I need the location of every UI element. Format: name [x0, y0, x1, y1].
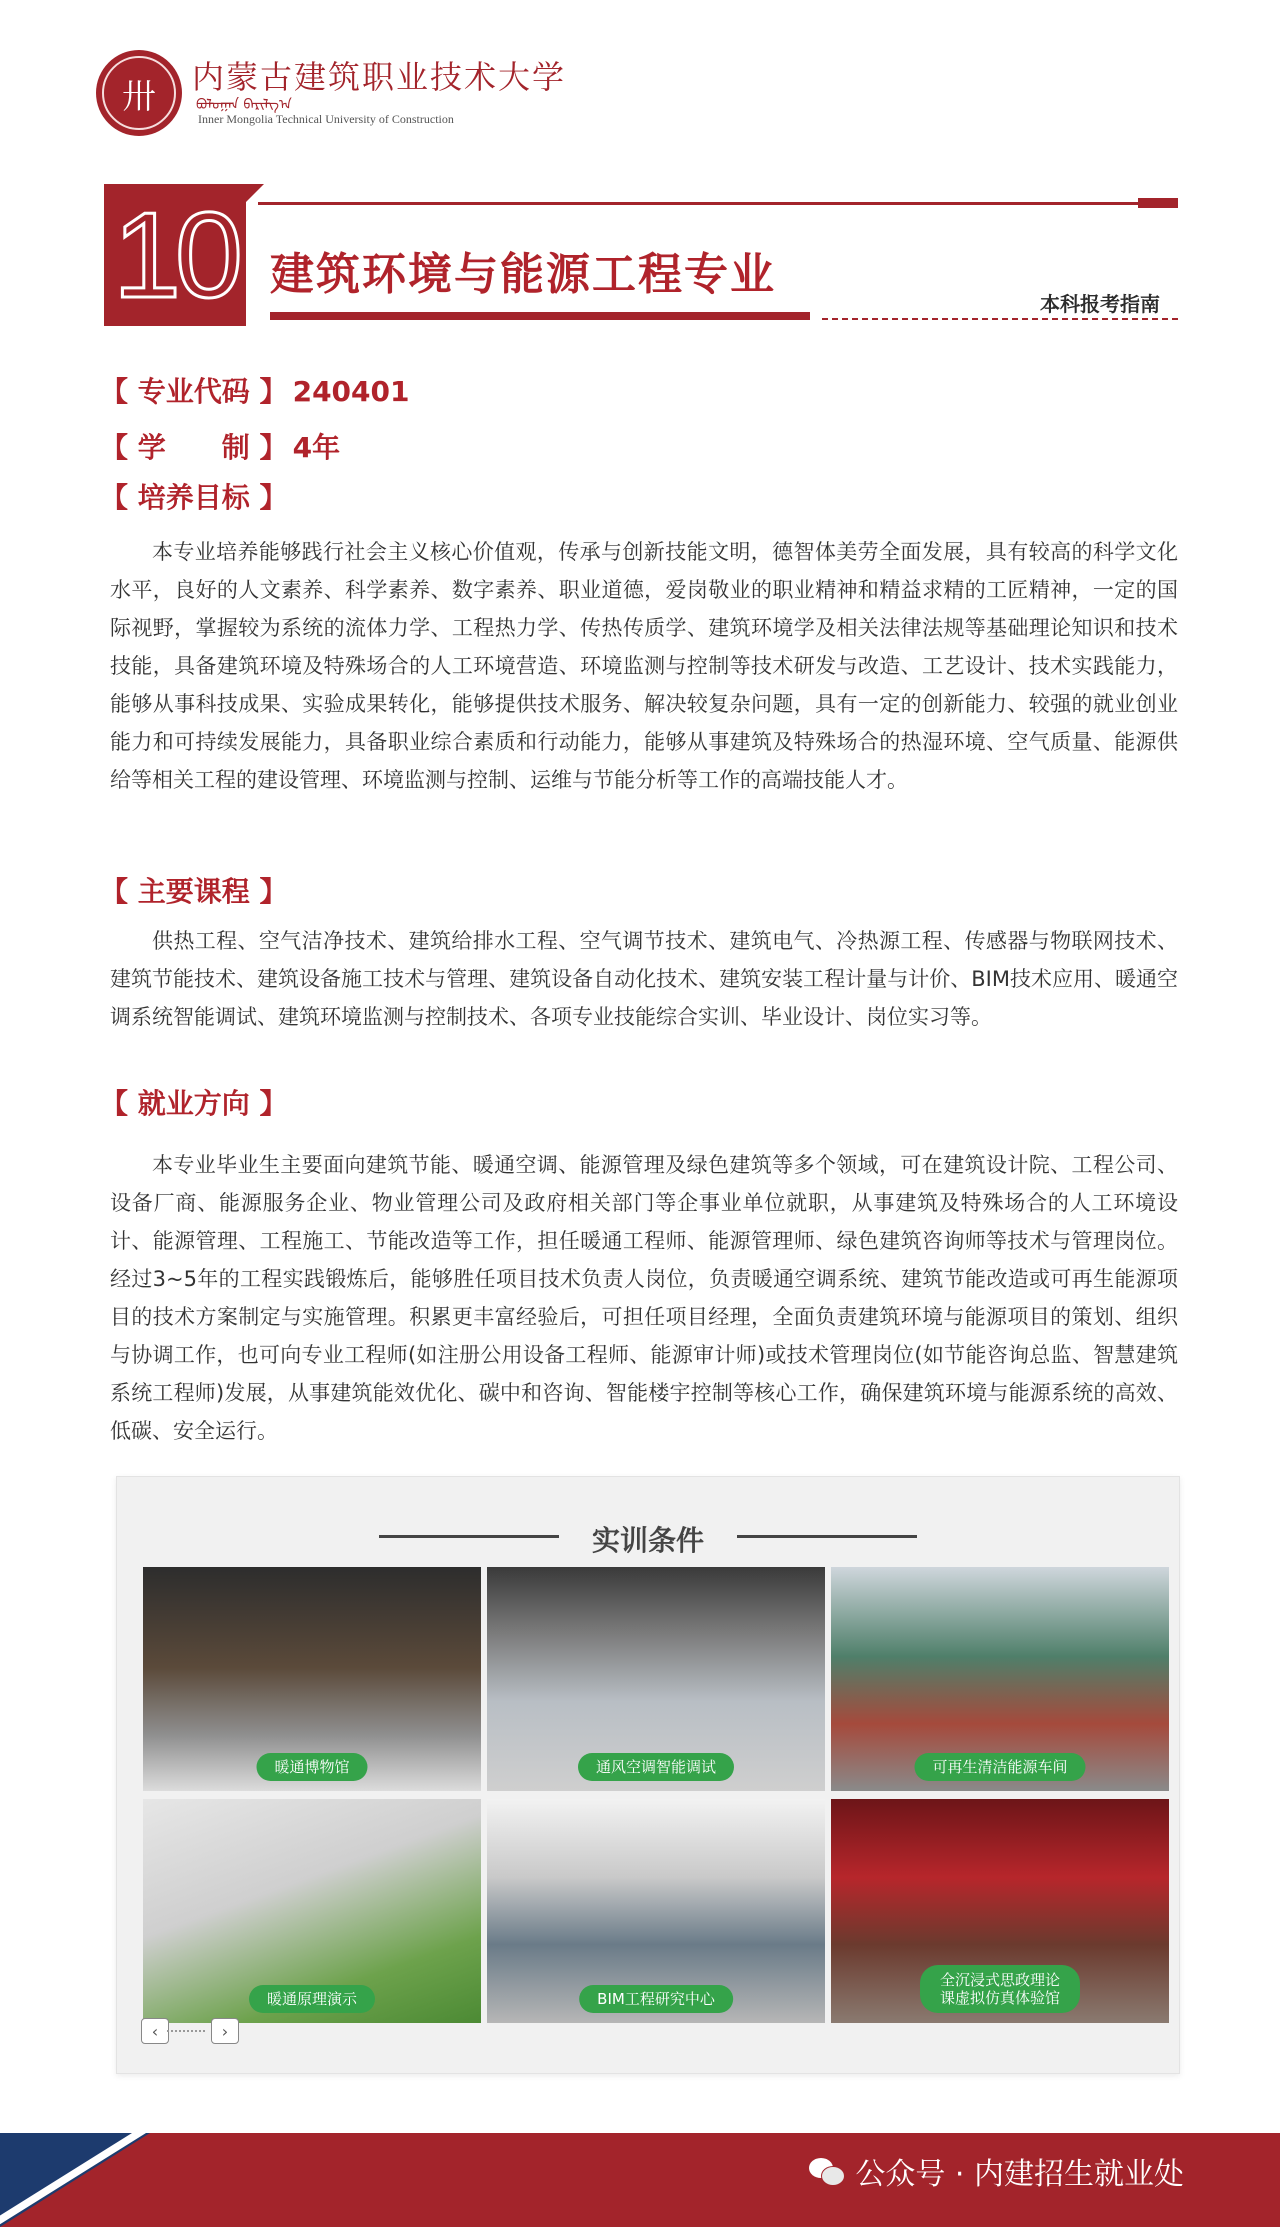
photo-vr-hall[interactable]: [831, 1799, 1169, 2023]
chevron-right-icon: ›: [221, 2021, 229, 2041]
school-logo-seal: [96, 50, 182, 136]
goal-heading: 【 培养目标 】: [100, 481, 288, 514]
major-code-value: 240401: [292, 375, 410, 408]
footer-watermark: [809, 2149, 1184, 2193]
section-number-block: [104, 184, 246, 326]
seal-ring: [102, 56, 176, 130]
photo-caption: BIM工程研究中心: [579, 1985, 733, 2013]
duration-value: 4年: [292, 431, 341, 464]
footer-blue-wedge: [0, 2133, 150, 2227]
school-name-en: Inner Mongolia Technical University of Construction: [198, 112, 454, 126]
banner-top-cap: [1138, 198, 1178, 208]
training-panel: [116, 1476, 1180, 2074]
photo-renewable-workshop[interactable]: [831, 1567, 1169, 1791]
photo-ventilation-lab[interactable]: [487, 1567, 825, 1791]
photo-hvac-demo[interactable]: [143, 1799, 481, 2023]
duration-row: [100, 426, 340, 466]
photo-caption: 可再生清洁能源车间: [914, 1753, 1085, 1781]
photo-caption: 全沉浸式思政理论 课虚拟仿真体验馆: [920, 1965, 1080, 2013]
section-number: 10: [113, 187, 237, 323]
major-code-row: [100, 370, 410, 410]
seal-icon: 卅: [122, 76, 156, 117]
goal-paragraph: 本专业培养能够践行社会主义核心价值观，传承与创新技能文明，德智体美劳全面发展，具有较高的科学文化水平，良好的人文素养、科学素养、数字素养、职业道德，爱岗敬业的职业精神和精益求精的工匠精神，一定的国际视野，掌握较为系统的流体力学、工程热力学、传热传质学、建筑环境学及相关法律法规等基础理论知识和技术技能，具备建筑环境及特殊场合的人工环境营造、环境监测与控制等技术研发与改造、工艺设计、技术实践能力，能够从事科技成果、实验成果转化，能够提供技术服务、解决较复杂问题，具有一定的创新能力、较强的就业创业能力和可持续发展能力，具备职业综合素质和行动能力，能够从事建筑及特殊场合的热湿环境、空气质量、能源供给等相关工程的建设管理、环境监测与控制、运维与节能分析等工作的高端技能人才。: [110, 540, 1178, 792]
guide-label: 本科报考指南: [1040, 292, 1160, 316]
major-code-label: 【 专业代码 】: [100, 375, 288, 408]
guide-dashed-line: [822, 318, 1178, 320]
photo-caption: 暖通原理演示: [249, 1985, 375, 2013]
title-rule-right: [737, 1535, 917, 1538]
chevron-left-icon: ‹: [151, 2021, 159, 2041]
photo-caption: 通风空调智能调试: [578, 1753, 734, 1781]
photo-caption: 暖通博物馆: [256, 1753, 367, 1781]
school-name-cn: 内蒙古建筑职业技术大学: [192, 58, 567, 96]
courses-paragraph: 供热工程、空气洁净技术、建筑给排水工程、空气调节技术、建筑电气、冷热源工程、传感器与物联网技术、建筑节能技术、建筑设备施工技术与管理、建筑设备自动化技术、建筑安装工程计量与计价、BIM技术应用、暖通空调系统智能调试、建筑环境监测与控制技术、各项专业技能综合实训、毕业设计、岗位实习等。: [110, 929, 1178, 1029]
photo-hvac-museum[interactable]: [143, 1567, 481, 1791]
career-paragraph: 本专业毕业生主要面向建筑节能、暖通空调、能源管理及绿色建筑等多个领域，可在建筑设计院、工程公司、设备厂商、能源服务企业、物业管理公司及政府相关部门等企事业单位就职，从事建筑及特殊场合的人工环境设计、能源管理、工程施工、节能改造等工作，担任暖通工程师、能源管理师、绿色建筑咨询师等技术与管理岗位。经过3~5年的工程实践锻炼后，能够胜任项目技术负责人岗位，负责暖通空调系统、建筑节能改造或可再生能源项目的技术方案制定与实施管理。积累更丰富经验后，可担任项目经理，全面负责建筑环境与能源项目的策划、组织与协调工作，也可向专业工程师(如注册公用设备工程师、能源审计师)或技术管理岗位(如节能咨询总监、智慧建筑系统工程师)发展，从事建筑能效优化、碳中和咨询、智能楼宇控制等核心工作，确保建筑环境与能源系统的高效、低碳、安全运行。: [110, 1153, 1178, 1443]
banner-bottom-line: [270, 312, 810, 320]
banner-top-line: [258, 202, 1178, 205]
next-photo-button[interactable]: [211, 2018, 239, 2044]
career-heading: 【 就业方向 】: [100, 1087, 288, 1120]
prev-photo-button[interactable]: [141, 2018, 169, 2044]
major-title: 建筑环境与能源工程专业: [270, 249, 776, 300]
watermark-text: 公众号 · 内建招生就业处: [855, 2157, 1184, 2192]
photo-bim-center[interactable]: [487, 1799, 825, 2023]
nav-dots: [167, 2030, 205, 2032]
duration-label: 【 学 制 】: [100, 431, 288, 464]
school-name-mn: ᠪᠣᠯᠤᠭᠠᠨ ᠪᠠᠷᠢᠯᠭ᠎ᠠ: [196, 97, 292, 113]
wechat-icon: [809, 2156, 845, 2186]
courses-heading: 【 主要课程 】: [100, 875, 288, 908]
training-title: 实训条件: [591, 1524, 704, 1557]
